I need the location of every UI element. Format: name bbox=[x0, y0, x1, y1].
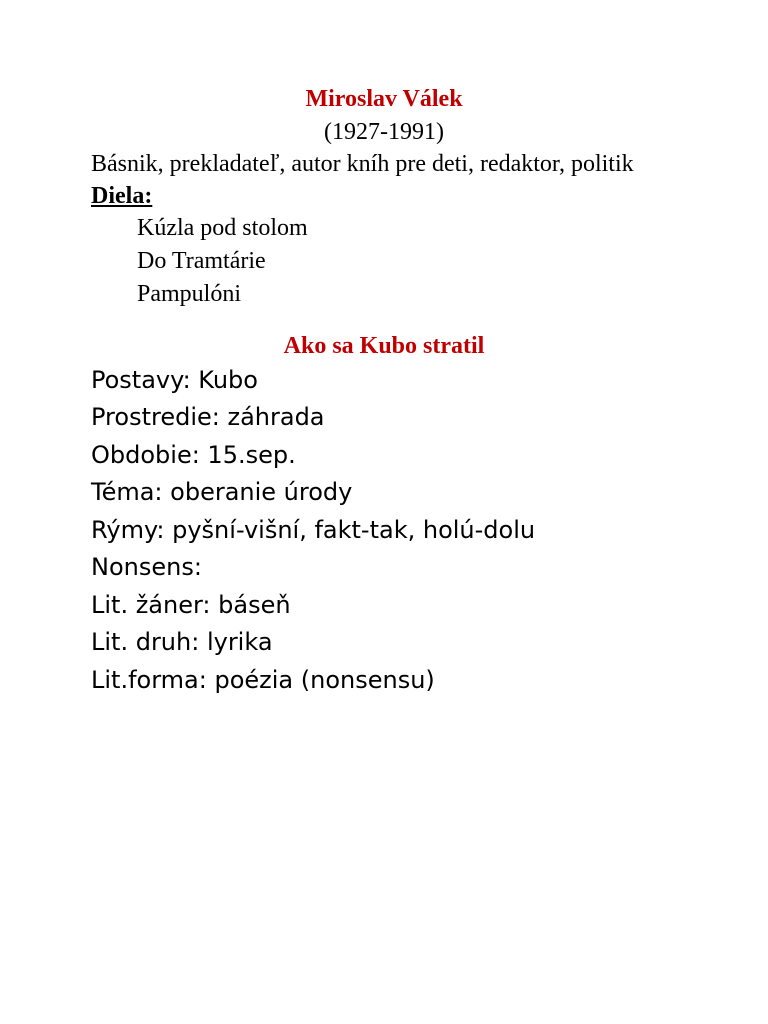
poem-fact-genre: Lit. žáner: báseň bbox=[91, 591, 291, 619]
author-years: (1927-1991) bbox=[324, 119, 444, 145]
poem-fact-kind: Lit. druh: lyrika bbox=[91, 628, 273, 656]
poem-fact-theme: Téma: oberanie úrody bbox=[91, 478, 353, 506]
poem-title: Ako sa Kubo stratil bbox=[283, 333, 485, 359]
poem-fact-setting: Prostredie: záhrada bbox=[91, 403, 325, 431]
work-item: Pampulóni bbox=[137, 281, 242, 307]
work-item: Kúzla pod stolom bbox=[137, 215, 308, 241]
poem-fact-rhymes: Rýmy: pyšní-višní, fakt-tak, holú-dolu bbox=[91, 516, 536, 544]
author-name: Miroslav Válek bbox=[305, 86, 463, 112]
poem-fact-form: Lit.forma: poézia (nonsensu) bbox=[91, 666, 435, 694]
author-description: Básnik, prekladateľ, autor kníh pre deti, redaktor, politik bbox=[91, 151, 634, 177]
poem-fact-characters: Postavy: Kubo bbox=[91, 366, 258, 394]
poem-fact-period: Obdobie: 15.sep. bbox=[91, 441, 296, 469]
poem-fact-nonsense: Nonsens: bbox=[91, 553, 202, 581]
work-item: Do Tramtárie bbox=[137, 248, 266, 274]
works-heading: Diela: bbox=[91, 183, 153, 209]
